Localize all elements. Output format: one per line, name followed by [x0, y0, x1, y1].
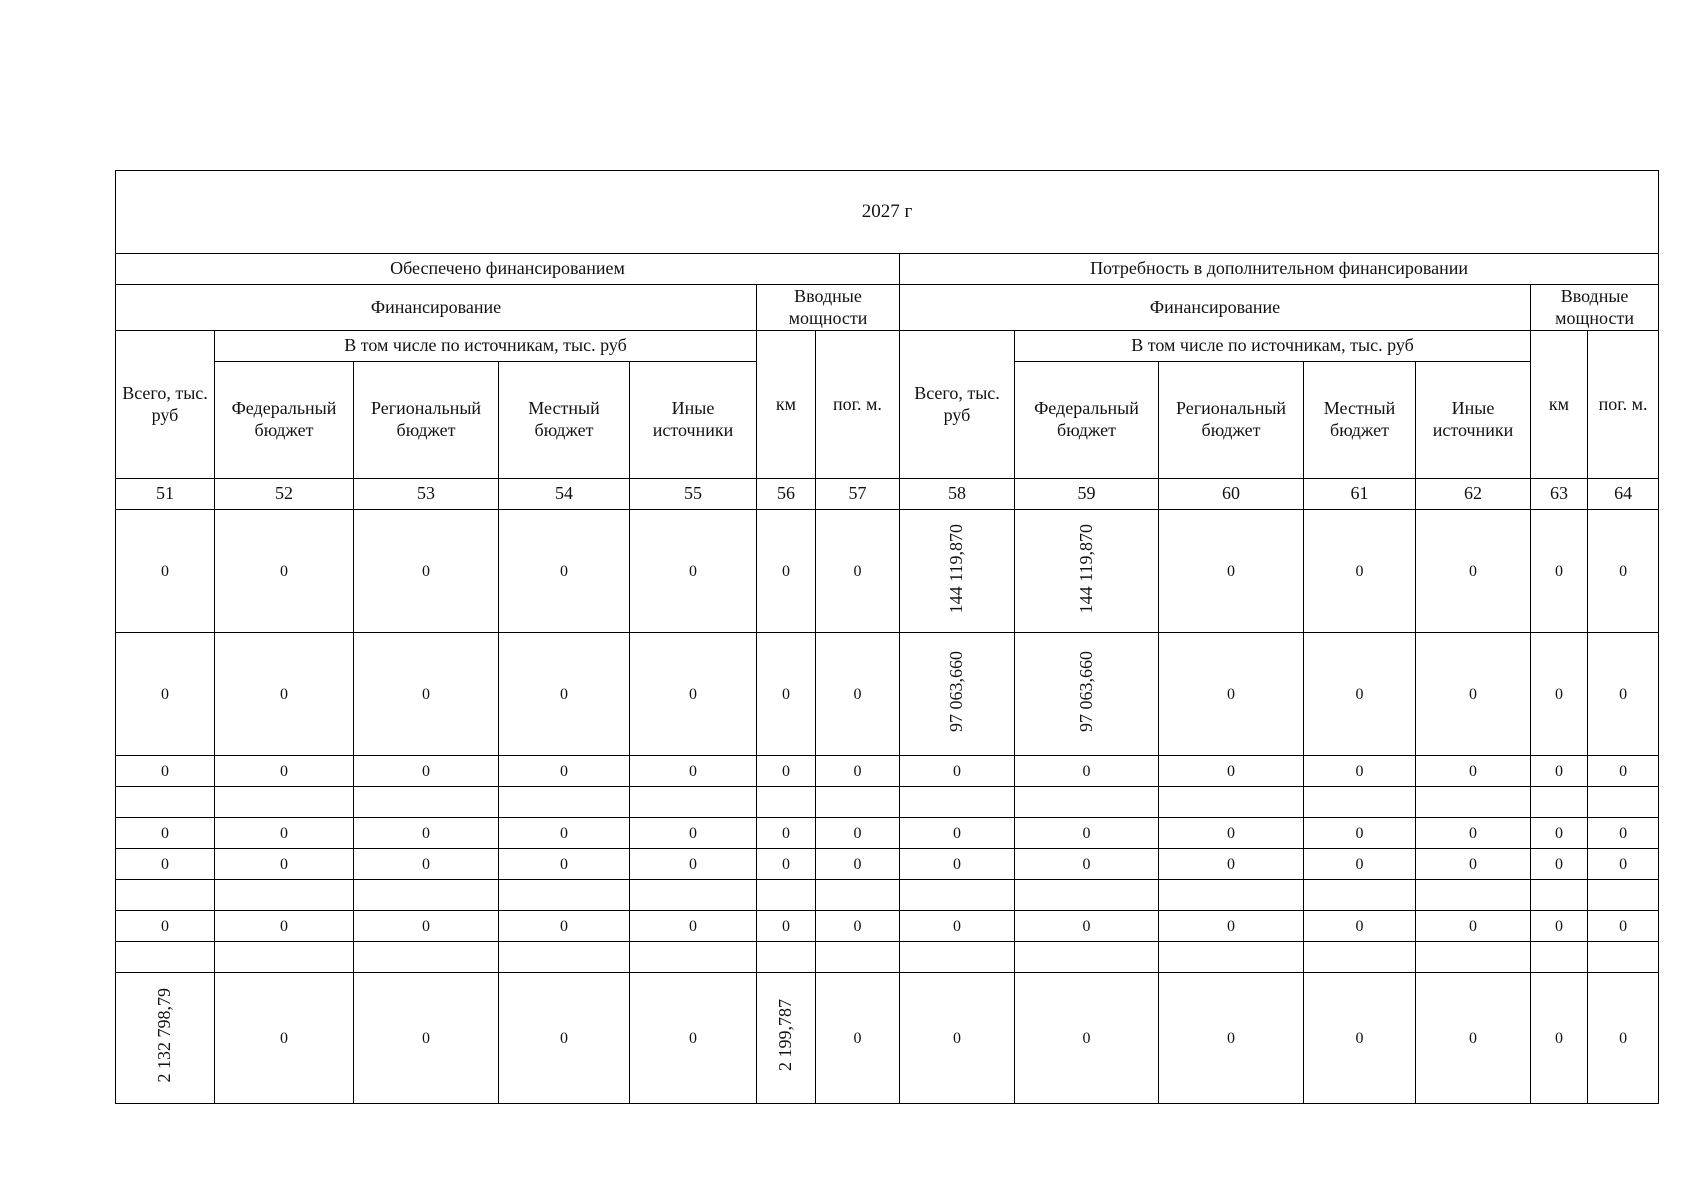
federal-header: Федеральный бюджет [215, 362, 354, 479]
cell-value: 0 [1355, 686, 1364, 704]
total-header: Всего, тыс. руб [116, 331, 215, 479]
table-cell [354, 911, 499, 942]
table-cell [1416, 849, 1531, 880]
column-number: 60 [1159, 479, 1304, 510]
cell-value: 0 [953, 825, 961, 843]
cell-value: 0 [161, 918, 169, 936]
table-cell [116, 633, 215, 756]
table-cell [1015, 756, 1159, 787]
cell-value: 0 [853, 856, 862, 874]
table-cell [1304, 942, 1416, 973]
table-cell [1159, 880, 1304, 911]
table-cell [900, 911, 1015, 942]
table-cell [354, 818, 499, 849]
other-header: Иные источники [1416, 362, 1531, 479]
cell-value: 0 [853, 763, 862, 781]
table-cell [757, 973, 816, 1104]
cell-value: 0 [560, 686, 568, 704]
cell-value: 0 [1227, 856, 1235, 874]
table-cell [215, 787, 354, 818]
cell-value: 0 [161, 856, 169, 874]
table-cell [1304, 787, 1416, 818]
table-cell [1015, 911, 1159, 942]
cell-value: 0 [560, 1030, 568, 1048]
table-cell [1588, 818, 1659, 849]
cell-value: 0 [161, 686, 169, 704]
table-cell [816, 942, 900, 973]
cell-value: 0 [1619, 856, 1628, 874]
table-cell [215, 818, 354, 849]
table-row [116, 633, 1659, 756]
total-header: Всего, тыс. руб [900, 331, 1015, 479]
table-cell [1015, 633, 1159, 756]
cell-value: 144 119,870 [946, 523, 967, 613]
cell-value: 0 [689, 686, 697, 704]
table-cell [1015, 787, 1159, 818]
table-cell [215, 633, 354, 756]
table-cell [1416, 911, 1531, 942]
table-cell [1588, 633, 1659, 756]
table-cell [1588, 911, 1659, 942]
cell-value: 0 [1555, 686, 1563, 704]
table-cell [1416, 787, 1531, 818]
cell-value: 0 [1555, 918, 1563, 936]
table-cell [1416, 510, 1531, 633]
table-cell [1159, 818, 1304, 849]
cell-value: 0 [1619, 825, 1628, 843]
pog-m-header: пог. м. [816, 331, 900, 479]
cell-value: 0 [1227, 686, 1235, 704]
cell-value: 0 [560, 563, 568, 581]
table-row [116, 849, 1659, 880]
column-number: 64 [1588, 479, 1659, 510]
table-cell [1015, 510, 1159, 633]
table-cell [757, 787, 816, 818]
cell-value: 0 [1619, 686, 1628, 704]
cell-value: 0 [782, 763, 790, 781]
cell-value: 0 [422, 918, 430, 936]
column-number: 55 [630, 479, 757, 510]
cell-value: 0 [1355, 763, 1364, 781]
table-cell [215, 756, 354, 787]
table-cell [1015, 973, 1159, 1104]
cell-value: 0 [853, 918, 862, 936]
table-cell [499, 911, 630, 942]
cell-value: 0 [422, 825, 430, 843]
cell-value: 0 [280, 686, 288, 704]
table-cell [499, 973, 630, 1104]
table-cell [116, 818, 215, 849]
table-cell [630, 973, 757, 1104]
cell-value: 0 [1555, 763, 1563, 781]
additional-funding-header: Потребность в дополнительном финансировании [900, 254, 1659, 285]
table-cell [1588, 880, 1659, 911]
table-cell [1588, 756, 1659, 787]
cell-value: 0 [953, 918, 961, 936]
table-cell [1159, 510, 1304, 633]
table-cell [1531, 756, 1588, 787]
secured-funding-header: Обеспечено финансированием [116, 254, 900, 285]
table-cell [757, 818, 816, 849]
cell-value: 0 [280, 825, 288, 843]
table-cell [630, 880, 757, 911]
table-cell [116, 849, 215, 880]
table-cell [1159, 911, 1304, 942]
table-cell [1304, 756, 1416, 787]
cell-value: 0 [1227, 918, 1235, 936]
table-cell [900, 849, 1015, 880]
table-cell [757, 911, 816, 942]
table-cell [1588, 973, 1659, 1104]
cell-value: 0 [422, 686, 430, 704]
table-cell [757, 880, 816, 911]
table-cell [116, 510, 215, 633]
cell-value: 0 [1082, 763, 1091, 781]
local-header: Местный бюджет [1304, 362, 1416, 479]
table-title: 2027 г [116, 171, 1659, 254]
table-cell [1159, 787, 1304, 818]
cell-value: 0 [560, 825, 568, 843]
cell-value: 0 [1355, 918, 1364, 936]
table-cell [354, 756, 499, 787]
table-cell [757, 849, 816, 880]
cell-value: 144 119,870 [1075, 523, 1096, 613]
cell-value: 0 [1469, 686, 1477, 704]
table-cell [116, 911, 215, 942]
column-number: 63 [1531, 479, 1588, 510]
table-cell [816, 973, 900, 1104]
table-cell [630, 756, 757, 787]
table-cell [757, 633, 816, 756]
table-cell [1015, 849, 1159, 880]
table-row [116, 942, 1659, 973]
table-cell [499, 849, 630, 880]
cell-value: 0 [1355, 1030, 1364, 1048]
cell-value: 0 [689, 918, 697, 936]
cell-value: 97 063,660 [946, 650, 967, 732]
cell-value: 0 [1082, 856, 1091, 874]
column-number: 51 [116, 479, 215, 510]
table-cell [116, 942, 215, 973]
cell-value: 0 [1227, 763, 1235, 781]
table-cell [116, 880, 215, 911]
table-cell [354, 880, 499, 911]
table-cell [1531, 942, 1588, 973]
table-row [116, 787, 1659, 818]
column-number: 52 [215, 479, 354, 510]
cell-value: 0 [1082, 825, 1091, 843]
cell-value: 0 [280, 918, 288, 936]
cell-value: 0 [1469, 825, 1477, 843]
cell-value: 0 [1082, 1030, 1091, 1048]
cell-value: 0 [1555, 1030, 1563, 1048]
capacity-group-header: Вводные мощности [1531, 285, 1659, 331]
table-cell [900, 787, 1015, 818]
capacity-group-header: Вводные мощности [757, 285, 900, 331]
cell-value: 0 [782, 825, 790, 843]
column-number: 61 [1304, 479, 1416, 510]
cell-value: 0 [689, 563, 697, 581]
cell-value: 0 [422, 763, 430, 781]
table-cell [1531, 787, 1588, 818]
cell-value: 0 [1619, 763, 1628, 781]
table-cell [1416, 880, 1531, 911]
table-cell [816, 510, 900, 633]
table-cell [354, 510, 499, 633]
column-number: 59 [1015, 479, 1159, 510]
cell-value: 0 [1082, 918, 1091, 936]
table-cell [499, 633, 630, 756]
local-header: Местный бюджет [499, 362, 630, 479]
cell-value: 0 [161, 825, 169, 843]
table-cell [215, 510, 354, 633]
table-cell [1304, 849, 1416, 880]
table-cell [1588, 942, 1659, 973]
table-cell [1159, 973, 1304, 1104]
cell-value: 0 [280, 856, 288, 874]
cell-value: 0 [689, 856, 697, 874]
table-cell [630, 510, 757, 633]
column-number: 62 [1416, 479, 1531, 510]
table-cell [1531, 911, 1588, 942]
cell-value: 0 [280, 763, 288, 781]
cell-value: 0 [853, 825, 862, 843]
cell-value: 0 [782, 563, 790, 581]
table-cell [1531, 849, 1588, 880]
table-cell [630, 911, 757, 942]
cell-value: 0 [280, 1030, 288, 1048]
table-cell [354, 942, 499, 973]
table-cell [816, 911, 900, 942]
table-cell [900, 880, 1015, 911]
cell-value: 0 [853, 1030, 862, 1048]
table-cell [116, 787, 215, 818]
table-cell [354, 787, 499, 818]
cell-value: 0 [1355, 563, 1364, 581]
cell-value: 0 [161, 563, 169, 581]
cell-value: 0 [689, 763, 697, 781]
table-row [116, 973, 1659, 1104]
table-cell [1304, 880, 1416, 911]
financing-table [115, 170, 1659, 1104]
table-cell [1531, 880, 1588, 911]
table-cell [499, 880, 630, 911]
by-sources-header: В том числе по источникам, тыс. руб [1015, 331, 1531, 362]
cell-value: 0 [422, 856, 430, 874]
column-number: 56 [757, 479, 816, 510]
cell-value: 0 [560, 918, 568, 936]
table-cell [1416, 942, 1531, 973]
cell-value: 0 [1469, 918, 1477, 936]
table-cell [1159, 849, 1304, 880]
column-number: 53 [354, 479, 499, 510]
table-cell [900, 510, 1015, 633]
cell-value: 97 063,660 [1075, 650, 1096, 732]
cell-value: 0 [782, 918, 790, 936]
table-cell [816, 880, 900, 911]
table-cell [900, 756, 1015, 787]
financing-group-header: Финансирование [900, 285, 1531, 331]
cell-value: 0 [953, 1030, 961, 1048]
table-cell [900, 942, 1015, 973]
table-cell [1159, 633, 1304, 756]
cell-value: 0 [689, 825, 697, 843]
cell-value: 0 [1227, 563, 1235, 581]
table-cell [1015, 942, 1159, 973]
cell-value: 0 [853, 686, 862, 704]
column-number: 54 [499, 479, 630, 510]
table-cell [757, 510, 816, 633]
table-cell [1015, 880, 1159, 911]
cell-value: 0 [953, 763, 961, 781]
table-cell [816, 818, 900, 849]
km-header: км [757, 331, 816, 479]
table-cell [630, 942, 757, 973]
table-cell [1304, 973, 1416, 1104]
table-row [116, 756, 1659, 787]
pog-m-header: пог. м. [1588, 331, 1659, 479]
table-cell [1015, 818, 1159, 849]
cell-value: 0 [1469, 856, 1477, 874]
cell-value: 0 [1555, 825, 1563, 843]
table-cell [900, 973, 1015, 1104]
table-cell [1159, 756, 1304, 787]
cell-value: 0 [1227, 825, 1235, 843]
column-number: 57 [816, 479, 900, 510]
cell-value: 0 [853, 563, 862, 581]
table-cell [630, 818, 757, 849]
table-cell [1416, 633, 1531, 756]
cell-value: 0 [560, 856, 568, 874]
cell-value: 0 [560, 763, 568, 781]
table-cell [1304, 633, 1416, 756]
table-cell [116, 973, 215, 1104]
table-cell [816, 787, 900, 818]
table-cell [900, 633, 1015, 756]
table-cell [499, 942, 630, 973]
table-cell [1588, 787, 1659, 818]
table-cell [1531, 510, 1588, 633]
table-cell [499, 510, 630, 633]
table-cell [354, 633, 499, 756]
km-header: км [1531, 331, 1588, 479]
table-cell [1531, 818, 1588, 849]
cell-value: 0 [782, 686, 790, 704]
table-cell [499, 818, 630, 849]
table-cell [816, 633, 900, 756]
cell-value: 0 [1227, 1030, 1235, 1048]
cell-value: 0 [782, 856, 790, 874]
table-cell [1588, 510, 1659, 633]
cell-value: 0 [422, 563, 430, 581]
cell-value: 0 [1619, 1030, 1628, 1048]
table-cell [1531, 633, 1588, 756]
cell-value: 0 [1555, 856, 1563, 874]
table-cell [1304, 510, 1416, 633]
table-cell [630, 849, 757, 880]
cell-value: 0 [1469, 763, 1477, 781]
cell-value: 0 [1619, 918, 1628, 936]
table-cell [816, 849, 900, 880]
cell-value: 2 199,787 [775, 999, 796, 1072]
cell-value: 0 [689, 1030, 697, 1048]
table-cell [1159, 942, 1304, 973]
table-cell [354, 973, 499, 1104]
table-cell [900, 818, 1015, 849]
table-cell [1304, 818, 1416, 849]
cell-value: 0 [161, 763, 169, 781]
table-cell [1416, 973, 1531, 1104]
table-cell [1304, 911, 1416, 942]
table-cell [215, 942, 354, 973]
cell-value: 0 [1355, 856, 1364, 874]
table-cell [215, 911, 354, 942]
table-cell [757, 942, 816, 973]
table-cell [1416, 818, 1531, 849]
table-cell [499, 756, 630, 787]
table-row [116, 911, 1659, 942]
federal-header: Федеральный бюджет [1015, 362, 1159, 479]
cell-value: 0 [1469, 1030, 1477, 1048]
cell-value: 0 [1469, 563, 1477, 581]
regional-header: Региональный бюджет [1159, 362, 1304, 479]
cell-value: 0 [1355, 825, 1364, 843]
column-number-row [116, 479, 1659, 510]
regional-header: Региональный бюджет [354, 362, 499, 479]
table-cell [630, 787, 757, 818]
cell-value: 0 [953, 856, 961, 874]
table-cell [1531, 973, 1588, 1104]
table-cell [1416, 756, 1531, 787]
table-row [116, 880, 1659, 911]
table-cell [215, 880, 354, 911]
other-header: Иные источники [630, 362, 757, 479]
cell-value: 0 [1555, 563, 1563, 581]
table-cell [757, 756, 816, 787]
table-row [116, 818, 1659, 849]
cell-value: 0 [280, 563, 288, 581]
cell-value: 2 132 798,79 [154, 987, 175, 1083]
table-cell [1588, 849, 1659, 880]
table-cell [816, 756, 900, 787]
table-cell [354, 849, 499, 880]
table-row [116, 510, 1659, 633]
table-cell [116, 756, 215, 787]
table-cell [630, 633, 757, 756]
by-sources-header: В том числе по источникам, тыс. руб [215, 331, 757, 362]
table-cell [215, 973, 354, 1104]
table-cell [215, 849, 354, 880]
cell-value: 0 [1619, 563, 1628, 581]
column-number: 58 [900, 479, 1015, 510]
cell-value: 0 [422, 1030, 430, 1048]
financing-group-header: Финансирование [116, 285, 757, 331]
table-cell [499, 787, 630, 818]
